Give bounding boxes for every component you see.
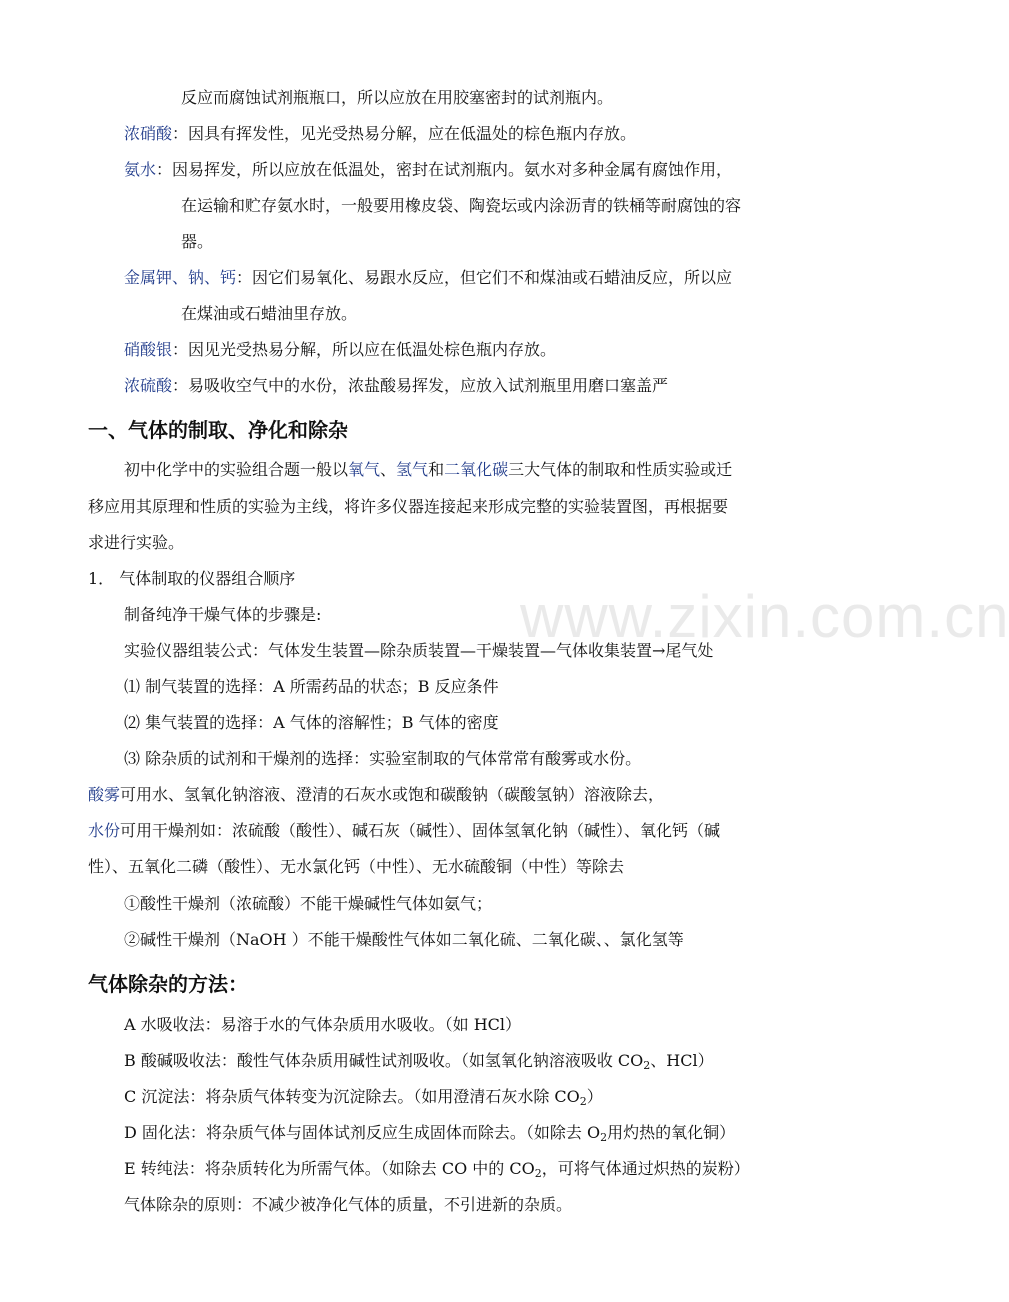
storage-nitric (124, 124, 636, 144)
subitem-1: ⑴ 制气装置的选择：A 所需药品的状态；B 反应条件 (124, 677, 499, 696)
storage-metals-1 (124, 268, 732, 288)
storage-line-1: 反应而腐蚀试剂瓶瓶口，所以应放在用胶塞密封的试剂瓶内。 (181, 88, 614, 107)
subitem-3: ⑶ 除杂质的试剂和干燥剂的选择：实验室制取的气体常常有酸雾或水份。 (124, 749, 642, 768)
term-nitric-acid: 浓硝酸 (124, 124, 173, 143)
intro-line-2: 移应用其原理和性质的实验为主线，将许多仪器连接起来形成完整的实验装置图，再根据要 (88, 497, 729, 516)
term-oxygen: 氧气 (348, 460, 381, 479)
water-text-2: 性）、五氧化二磷（酸性）、无水氯化钙（中性）、无水硫酸铜（中性）等除去 (88, 857, 625, 876)
subitem-2: ⑵ 集气装置的选择：A 气体的溶解性；B 气体的密度 (124, 713, 499, 732)
storage-ammonia-1 (124, 160, 732, 180)
term-metals: 金属钾、钠、钙 (124, 268, 237, 287)
note-basic-desiccant: ②碱性干燥剂（NaOH ）不能干燥酸性气体如二氧化硫、二氧化碳、、氯化氢等 (124, 930, 684, 949)
method-d (124, 1123, 735, 1143)
storage-ammonia-text-1: ：因易挥发，所以应放在低温处，密封在试剂瓶内。氨水对多种金属有腐蚀作用， (156, 160, 733, 179)
term-acid-mist: 酸雾 (88, 785, 121, 804)
storage-sulfuric-text: ：易吸收空气中的水份，浓盐酸易挥发，应放入试剂瓶里用磨口塞盖严 (172, 376, 669, 395)
section-heading-gas-preparation: 一、气体的制取、净化和除杂 (88, 418, 348, 442)
method-e (124, 1159, 750, 1179)
watermark: www.zixin.com.cn (520, 583, 1009, 650)
term-hydrogen: 氢气 (396, 460, 429, 479)
water-text-1: 可用干燥剂如：浓硫酸（酸性）、碱石灰（碱性）、固体氢氧化钠（碱性）、氧化钙（碱 (120, 821, 721, 840)
water-line-1 (88, 821, 720, 841)
method-c-subscript: 2 (579, 1095, 587, 1108)
intro-sep-1: 、 (380, 460, 397, 479)
storage-sulfuric (124, 376, 668, 396)
method-d-subscript: 2 (600, 1131, 608, 1144)
method-a: A 水吸收法：易溶于水的气体杂质用水吸收。（如 HCl） (124, 1015, 522, 1034)
storage-ammonia-text-2: 在运输和贮存氨水时，一般要用橡皮袋、陶瓷坛或内涂沥青的铁桶等耐腐蚀的容 (181, 196, 742, 215)
method-d-tail: 用灼热的氧化铜） (607, 1123, 736, 1142)
acid-mist-line (88, 785, 664, 805)
method-c (124, 1087, 603, 1107)
assembly-formula: 实验仪器组装公式：气体发生装置—除杂质装置—干燥装置—气体收集装置→尾气处 (124, 641, 714, 660)
method-b (124, 1051, 714, 1071)
intro-line-1 (124, 460, 732, 480)
term-sulfuric-acid: 浓硫酸 (124, 376, 173, 395)
method-d-text: D 固化法：将杂质气体与固体试剂反应生成固体而除去。（如除去 O (124, 1123, 601, 1142)
method-b-text: B 酸碱吸收法：酸性气体杂质用碱性试剂吸收。（如氢氧化钠溶液吸收 CO (124, 1051, 644, 1070)
method-b-tail: 、HCl） (650, 1051, 714, 1070)
purification-principle: 气体除杂的原则：不减少被净化气体的质量，不引进新的杂质。 (124, 1195, 573, 1214)
storage-silver (124, 340, 556, 360)
method-b-subscript: 2 (643, 1059, 651, 1072)
term-silver-nitrate: 硝酸银 (124, 340, 173, 359)
acid-mist-text: 可用水、氢氧化钠溶液、澄清的石灰水或饱和碳酸钠（碳酸氢钠）溶液除去， (120, 785, 665, 804)
method-c-tail: ） (586, 1087, 603, 1106)
method-e-tail: ，可将气体通过炽热的炭粉） (541, 1159, 750, 1178)
term-carbon-dioxide: 二氧化碳 (444, 460, 509, 479)
method-c-text: C 沉淀法：将杂质气体转变为沉淀除去。（如用澄清石灰水除 CO (124, 1087, 580, 1106)
intro-line-3: 求进行实验。 (88, 533, 185, 552)
steps-intro: 制备纯净干燥气体的步骤是: (124, 605, 322, 624)
method-e-subscript: 2 (534, 1167, 542, 1180)
note-acidic-desiccant: ①酸性干燥剂（浓硫酸）不能干燥碱性气体如氨气； (124, 894, 493, 913)
storage-metals-text-2: 在煤油或石蜡油里存放。 (181, 304, 358, 323)
term-water: 水份 (88, 821, 121, 840)
intro-sep-2: 和 (428, 460, 445, 479)
storage-silver-text: ：因见光受热易分解，所以应在低温处棕色瓶内存放。 (172, 340, 557, 359)
term-ammonia: 氨水 (124, 160, 157, 179)
storage-ammonia-text-3: 器。 (181, 232, 214, 251)
intro-text-b: 三大气体的制取和性质实验或迁 (508, 460, 733, 479)
storage-nitric-text: ：因具有挥发性，见光受热易分解，应在低温处的棕色瓶内存放。 (172, 124, 637, 143)
method-e-text: E 转纯法：将杂质转化为所需气体。（如除去 CO 中的 CO (124, 1159, 535, 1178)
storage-metals-text-1: ：因它们易氧化、易跟水反应，但它们不和煤油或石蜡油反应，所以应 (236, 268, 733, 287)
item-1-heading: 1． 气体制取的仪器组合顺序 (88, 569, 296, 588)
intro-text-a: 初中化学中的实验组合题一般以 (124, 460, 349, 479)
section-heading-gas-purification: 气体除杂的方法： (88, 972, 248, 996)
